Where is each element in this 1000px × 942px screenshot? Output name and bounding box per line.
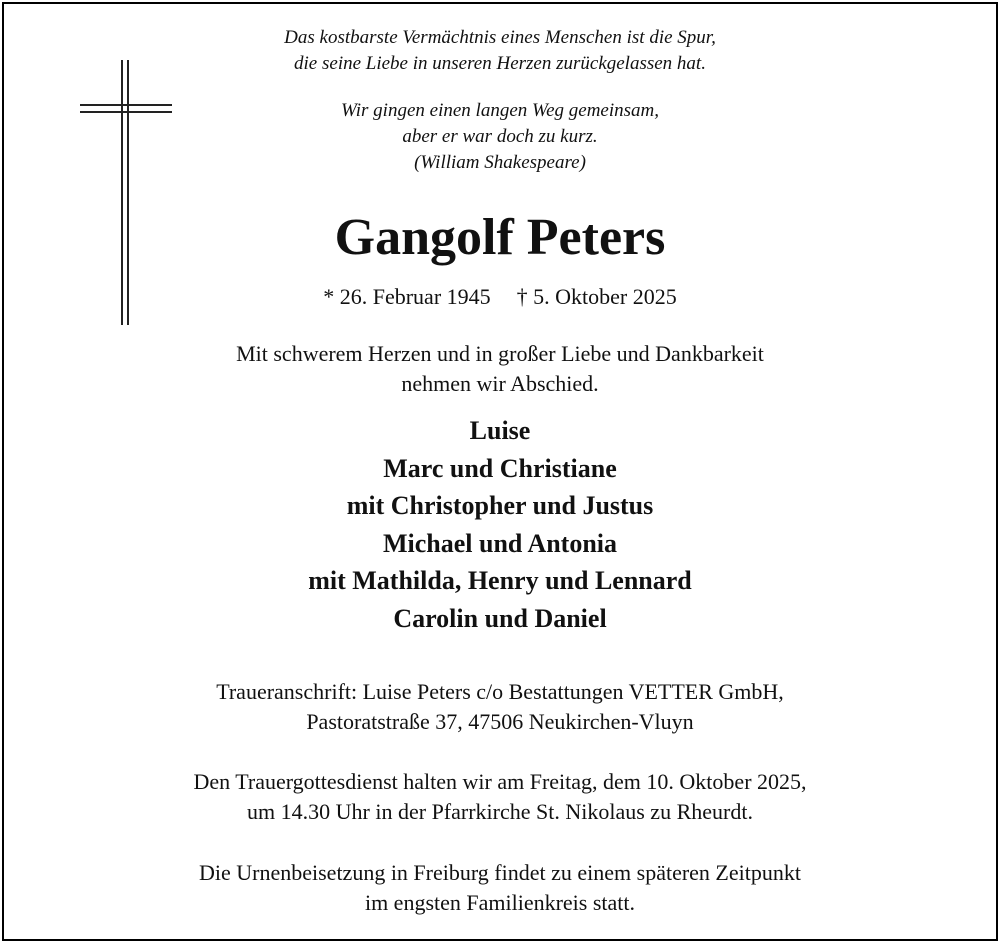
- deceased-name: Gangolf Peters: [334, 209, 666, 266]
- burial-line: im engsten Familienkreis statt.: [364, 890, 636, 915]
- family-line: Marc und Christiane: [383, 453, 617, 483]
- farewell-line: Mit schwerem Herzen und in großer Liebe und Dankbarkeit: [236, 341, 764, 366]
- birth-date: * 26. Februar 1945: [323, 284, 491, 309]
- family-line: Michael und Antonia: [382, 528, 618, 558]
- address-line: Pastoratstraße 37, 47506 Neukirchen-Vluyn: [306, 709, 694, 734]
- death-date: † 5. Oktober 2025: [516, 284, 677, 309]
- family-members: [0, 412, 1000, 637]
- farewell-line: nehmen wir Abschied.: [401, 371, 599, 396]
- family-line: Carolin und Daniel: [393, 603, 607, 633]
- family-line: Luise: [469, 416, 531, 445]
- quote-attribution: (William Shakespeare): [414, 152, 586, 173]
- quote-line: Wir gingen einen langen Weg gemeinsam,: [340, 100, 660, 121]
- funeral-service: [0, 767, 1000, 827]
- urn-burial: [0, 858, 1000, 918]
- mourning-address: [0, 677, 1000, 737]
- opening-quote: [0, 25, 1000, 77]
- farewell-text: [0, 339, 1000, 399]
- address-line: Traueranschrift: Luise Peters c/o Bestattungen VETTER GmbH,: [216, 679, 784, 704]
- service-line: Den Trauergottesdienst halten wir am Freitag, dem 10. Oktober 2025,: [193, 769, 807, 794]
- quote-line: Das kostbarste Vermächtnis eines Menschen ist die Spur,: [284, 27, 716, 48]
- family-line: mit Christopher und Justus: [346, 491, 654, 520]
- quote-line: die seine Liebe in unseren Herzen zurückgelassen hat.: [294, 53, 706, 74]
- life-dates: [0, 283, 1000, 311]
- service-line: um 14.30 Uhr in der Pfarrkirche St. Nikolaus zu Rheurdt.: [247, 799, 753, 824]
- family-line: mit Mathilda, Henry und Lennard: [308, 566, 692, 595]
- quote-line: aber er war doch zu kurz.: [402, 126, 598, 147]
- burial-line: Die Urnenbeisetzung in Freiburg findet zu einem späteren Zeitpunkt: [199, 860, 801, 885]
- shakespeare-quote: [0, 98, 1000, 176]
